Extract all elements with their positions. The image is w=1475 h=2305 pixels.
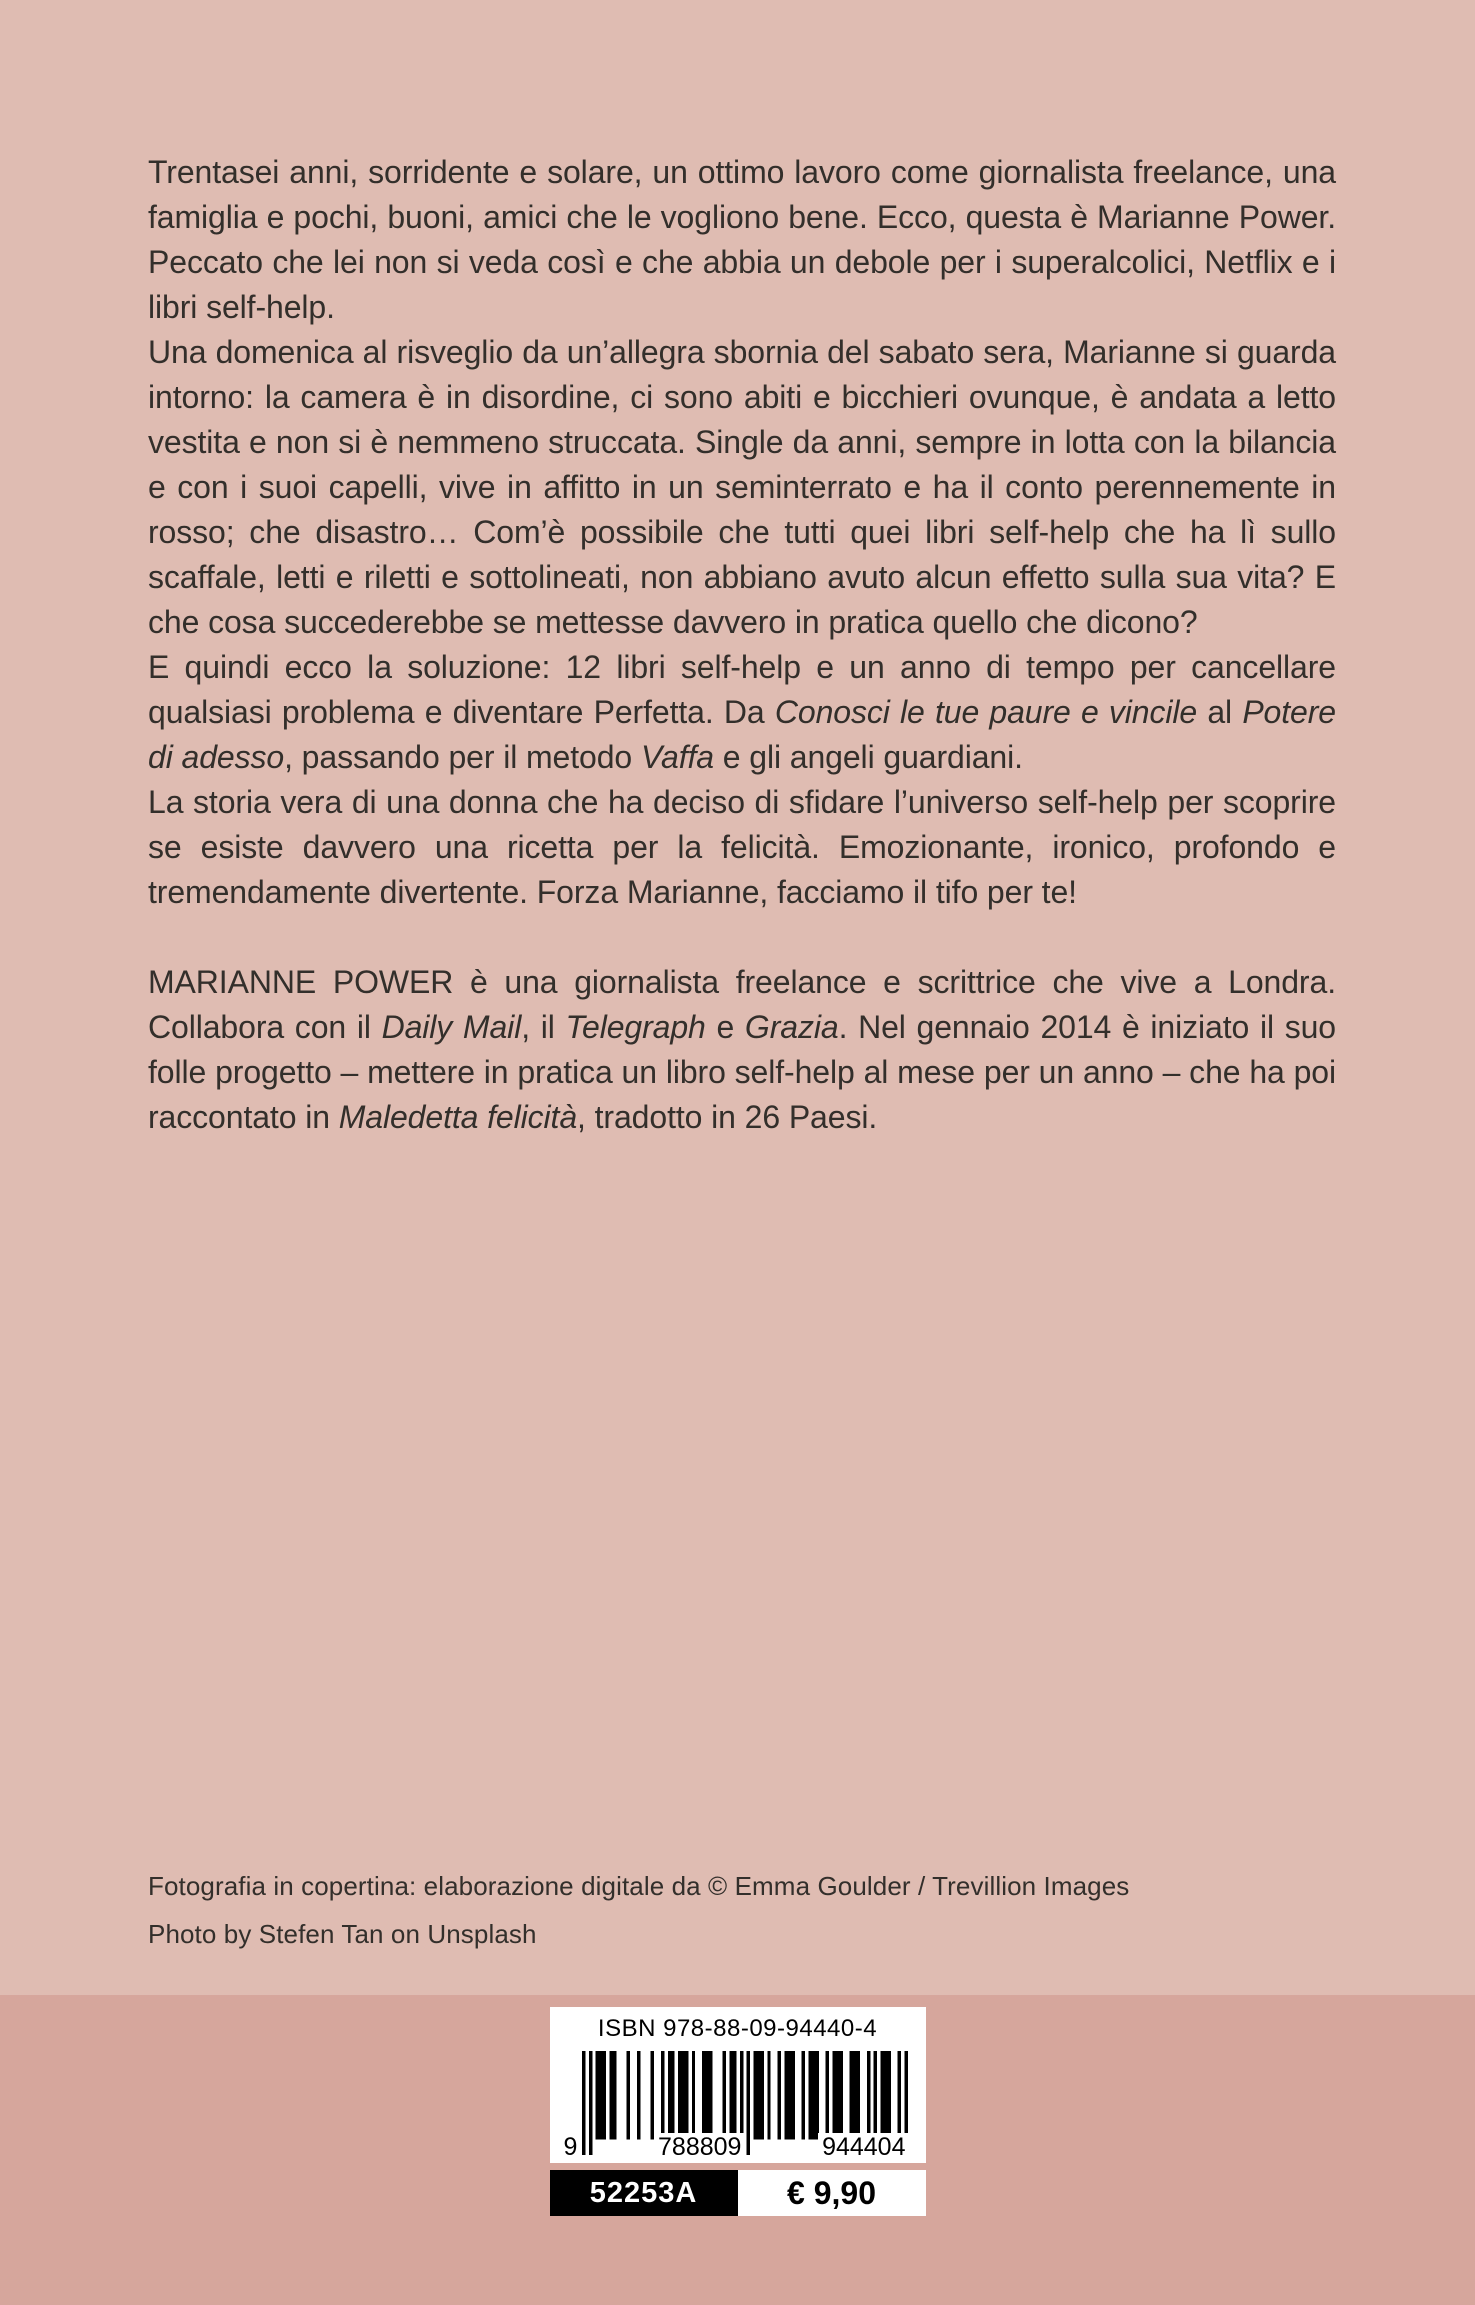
story-paragraph: La storia vera di una donna che ha deciso di sfidare l’universo self-help per scoprire se esiste davvero una ricetta per la felicità. Emozionante, ironico, profondo e tremendamente divertente. Forza Marianne, facciamo il tifo per te! xyxy=(148,784,1336,910)
isbn-label: ISBN 978-88-09-94440-4 xyxy=(597,2015,878,2042)
back-cover-text xyxy=(148,150,1336,1140)
price: € 9,90 xyxy=(738,2170,926,2216)
price-row xyxy=(550,2170,926,2216)
edition-code: 52253A xyxy=(550,2170,738,2216)
barcode-digit-group: 9 xyxy=(560,2133,582,2161)
barcode-digits xyxy=(560,2133,910,2161)
unsplash-photo-credit: Photo by Stefen Tan on Unsplash xyxy=(148,1919,537,1949)
author-bio: MARIANNE POWER è una giornalista freelance e scrittrice che vive a Londra. Collabora con il Daily Mail, il Telegraph e Grazia. Nel gennaio 2014 è iniziato il suo folle progetto – mettere in pratica un libro self-help al mese per un anno – che ha poi raccontato in Maledetta felicità, tradotto in 26 Paesi. xyxy=(148,964,1336,1135)
barcode-block xyxy=(550,2007,926,2216)
photo-credits xyxy=(148,1862,1129,1958)
intro-paragraph: Trentasei anni, sorridente e solare, un ottimo lavoro come giornalista freelance, una famiglia e pochi, buoni, amici che le vogliono bene. Ecco, questa è Marianne Power. Peccato che lei non si veda così e che abbia un debole per i superalcolici, Netflix e i libri self-help. xyxy=(148,154,1336,325)
solution-paragraph: E quindi ecco la soluzione: 12 libri self-help e un anno di tempo per cancellare qualsiasi problema e diventare Perfetta. Da Conosci le tue paure e vincile al Potere di adesso, passando per il metodo Vaffa e gli angeli guardiani. xyxy=(148,649,1336,775)
cover-photo-credit: Fotografia in copertina: elaborazione digitale da © Emma Goulder / Trevillion Images xyxy=(148,1871,1130,1901)
sunday-paragraph: Una domenica al risveglio da un’allegra sbornia del sabato sera, Marianne si guarda intorno: la camera è in disordine, ci sono abiti e bicchieri ovunque, è andata a letto vestita e non si è nemmeno struccata. Single da anni, sempre in lotta con la bilancia e con i suoi capelli, vive in affitto in un seminterrato e ha il conto perennemente in rosso; che disastro… Com’è possibile che tutti quei libri self-help che ha lì sullo scaffale, letti e riletti e sottolineati, non abbiano avuto alcun effetto sulla sua vita? E che cosa succederebbe se mettesse davvero in pratica quello che dicono? xyxy=(148,334,1336,640)
isbn-box xyxy=(550,2007,926,2163)
barcode-digit-group: 944404 xyxy=(818,2133,909,2161)
barcode-bars-area xyxy=(560,2051,916,2161)
barcode-digit-group: 788809 xyxy=(654,2133,745,2161)
